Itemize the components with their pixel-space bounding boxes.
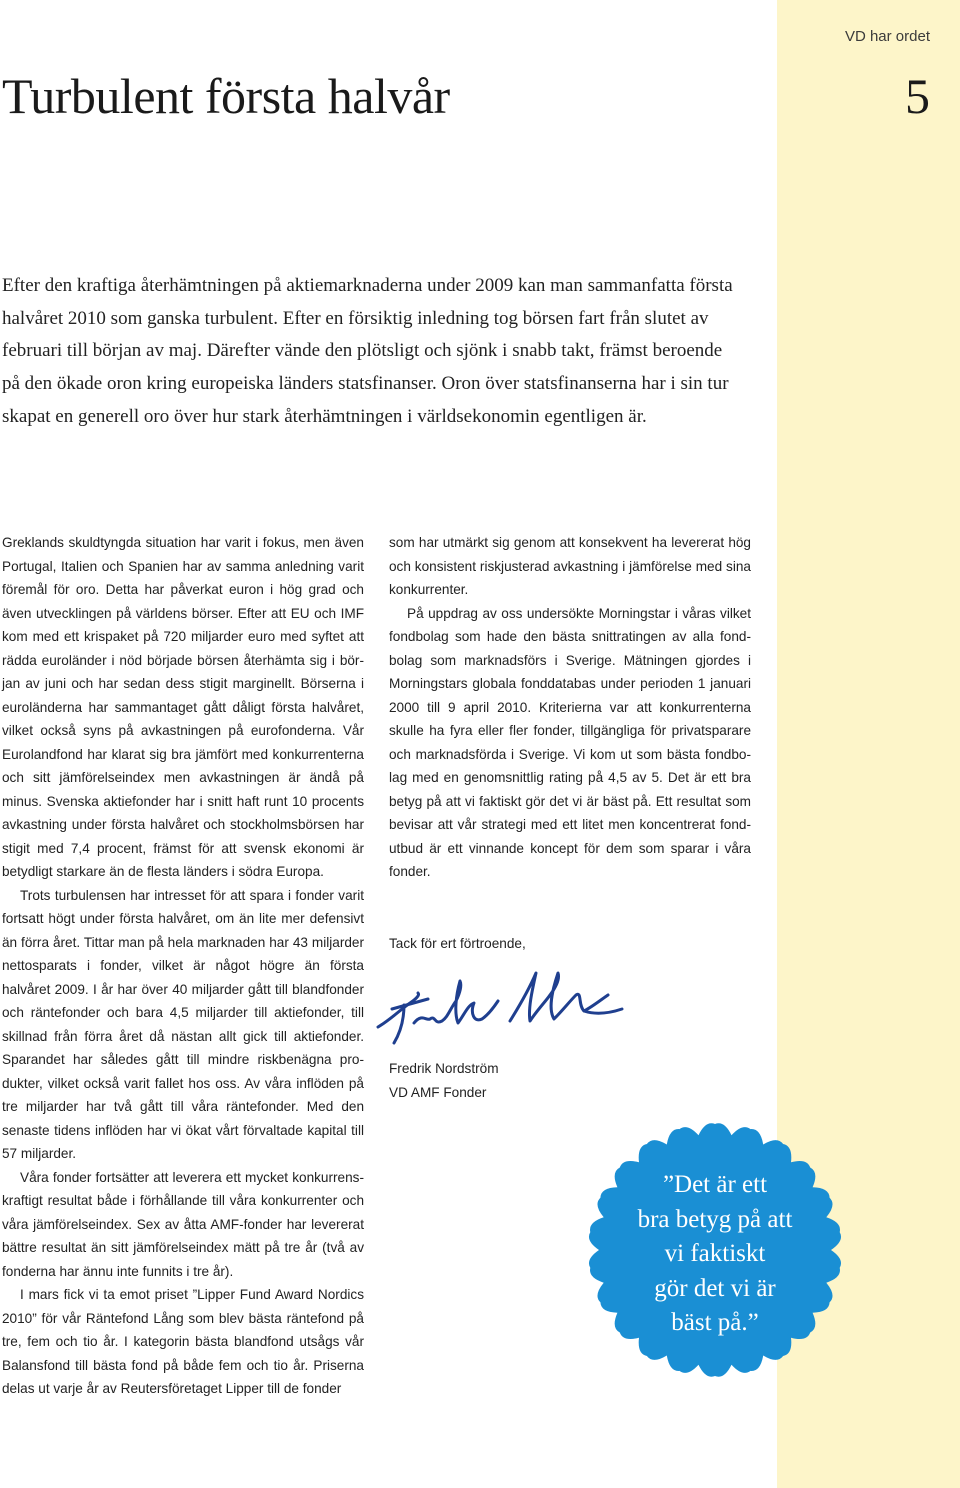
section-label: VD har ordet	[844, 28, 930, 45]
body-paragraph: Trots turbulensen har intresset för att spara i fonder varit fortsatt högt under första halvåret, om än lite mer defensivt än förra året. Tittar man på hela marknaden har 43 miljarder nettosparats i fonder, vilket är något högre än första halvåret 2009. I år har över 40 miljarder gått till blandfonder och räntefonder och bara 4,5 miljarder till aktiefonder, till skillnad från förra året då nästan allt gick till aktiefonder. Sparandet har således gått till mindre riskbenägna produkter, vilket också varit fallet hos oss. Av våra inflöden på tre miljarder har två gått till våra räntefonder. Med den senaste tidens inflöden har vi ökat vårt förvaltade kapital till 57 miljarder.	[2, 887, 364, 1161]
pull-quote-line: ”Det är ett	[662, 1171, 768, 1198]
pull-quote-line: gör det vi är	[654, 1274, 776, 1302]
body-paragraph: I mars fick vi ta emot priset ”Lipper Fund Award Nordics 2010” för vår Räntefond Lång som blev bästa räntefond på tre, fem och tio år. I kategorin bästa blandfond utsågs vår Balansfond till bästa fond på både fem och tio år. Priserna delas ut varje år av Reutersföretaget Lipper till de fonder	[2, 1287, 364, 1396]
signer-title: VD AMF Fonder	[389, 1084, 487, 1100]
page-number: 5	[905, 68, 930, 124]
body-paragraph: På uppdrag av oss undersökte Morningstar i våras vilket fondbolag som hade den bästa snittratingen av alla fondbolag som marknadsförs i Sverige. Mätningen gjordes i Morningstars globala fonddatabas under perioden 1 januari 2000 till 9 april 2010. Kriterierna var att konkurrenterna skulle ha fyra eller fler fonder, tillgängliga för privatsparare och marknadsförda i Sverige. Vi kom ut som bästa fondbolag med en genomsnittlig rating på 4,5 av 5. Det är ett bra betyg på att vi faktiskt gör det vi är bäst på. Ett resultat som bevisar att vår strategi med ett litet men koncentrerat fondutbud är ett vinnande koncept för dem som sparar i våra fonder.	[389, 605, 751, 879]
pull-quote-line: bra betyg på att	[637, 1205, 793, 1233]
body-paragraph: som har utmärkt sig genom att konsekvent ha levererat hög och konsistent riskjusterad avkastning i jämförelse med sina konkurrenter.	[389, 535, 751, 597]
body-paragraph: Greklands skuldtyngda situation har varit i fokus, men även Portugal, Italien och Spanien har av samma anledning varit föremål för oro. Detta har påverkat euron i hög grad och även utvecklingen på världens börser. Efter att EU och IMF kom med ett krispaket på 720 miljarder euro med syftet att rädda euroländer i nöd började börsen återhämta sig i början av juni och har sedan dess stigit marginellt. Börserna i euroländerna har sammantaget gått dåligt första halvåret, vilket också syns på avkastningen på eurofonderna. Vår Eurolandfond har klarat sig bra jämfört med konkurrenterna och sitt jämförelseindex men avkastningen är ändå på minus. Svenska aktiefonder har i snitt haft runt 10 procents avkastning under första halvåret och stockholmsbörsen har stigit med 7,4 procent, främst för att svensk ekonomi är betydligt starkare än de flesta länders i södra Europa.	[2, 535, 364, 879]
page-title: Turbulent första halvår	[2, 68, 450, 124]
closing-line: Tack för ert förtroende,	[389, 936, 526, 951]
signer-block	[389, 1057, 499, 1104]
pull-quote-line: vi faktiskt	[664, 1240, 766, 1267]
signer-name: Fredrik Nordström	[389, 1061, 499, 1076]
body-paragraph: Våra fonder fortsätter att leverera ett mycket konkurrenskraftigt resultat både i förhållande till våra konkurrenter och våra jämförelseindex. Sex av åtta AMF-fonder har levererat bättre resultat än sitt jämförelseindex mätt på tre år (två av fonderna har ännu inte funnits i tre år).	[2, 1169, 364, 1279]
right-column	[389, 531, 751, 884]
pull-quote-line: bäst på.”	[671, 1309, 759, 1336]
left-column	[2, 531, 364, 1401]
pull-quote	[600, 1168, 830, 1341]
article-ingress: Efter den kraftiga återhämtningen på aktiemarknaderna under 2009 kan man sammanfatta första halvåret 2010 som ganska turbulent. Efter en försiktig inledning tog börsen fart från slutet av februari till början av maj. Därefter vände den plötsligt och sjönk i snabb takt, främst beroende på den ökade oron kring europeiska länders statsfinanser. Oron över statsfinanserna har i sin tur skapat en generell oro över hur stark återhämtningen i världsekonomin egentligen är.	[2, 275, 733, 427]
signature-image	[370, 965, 630, 1050]
